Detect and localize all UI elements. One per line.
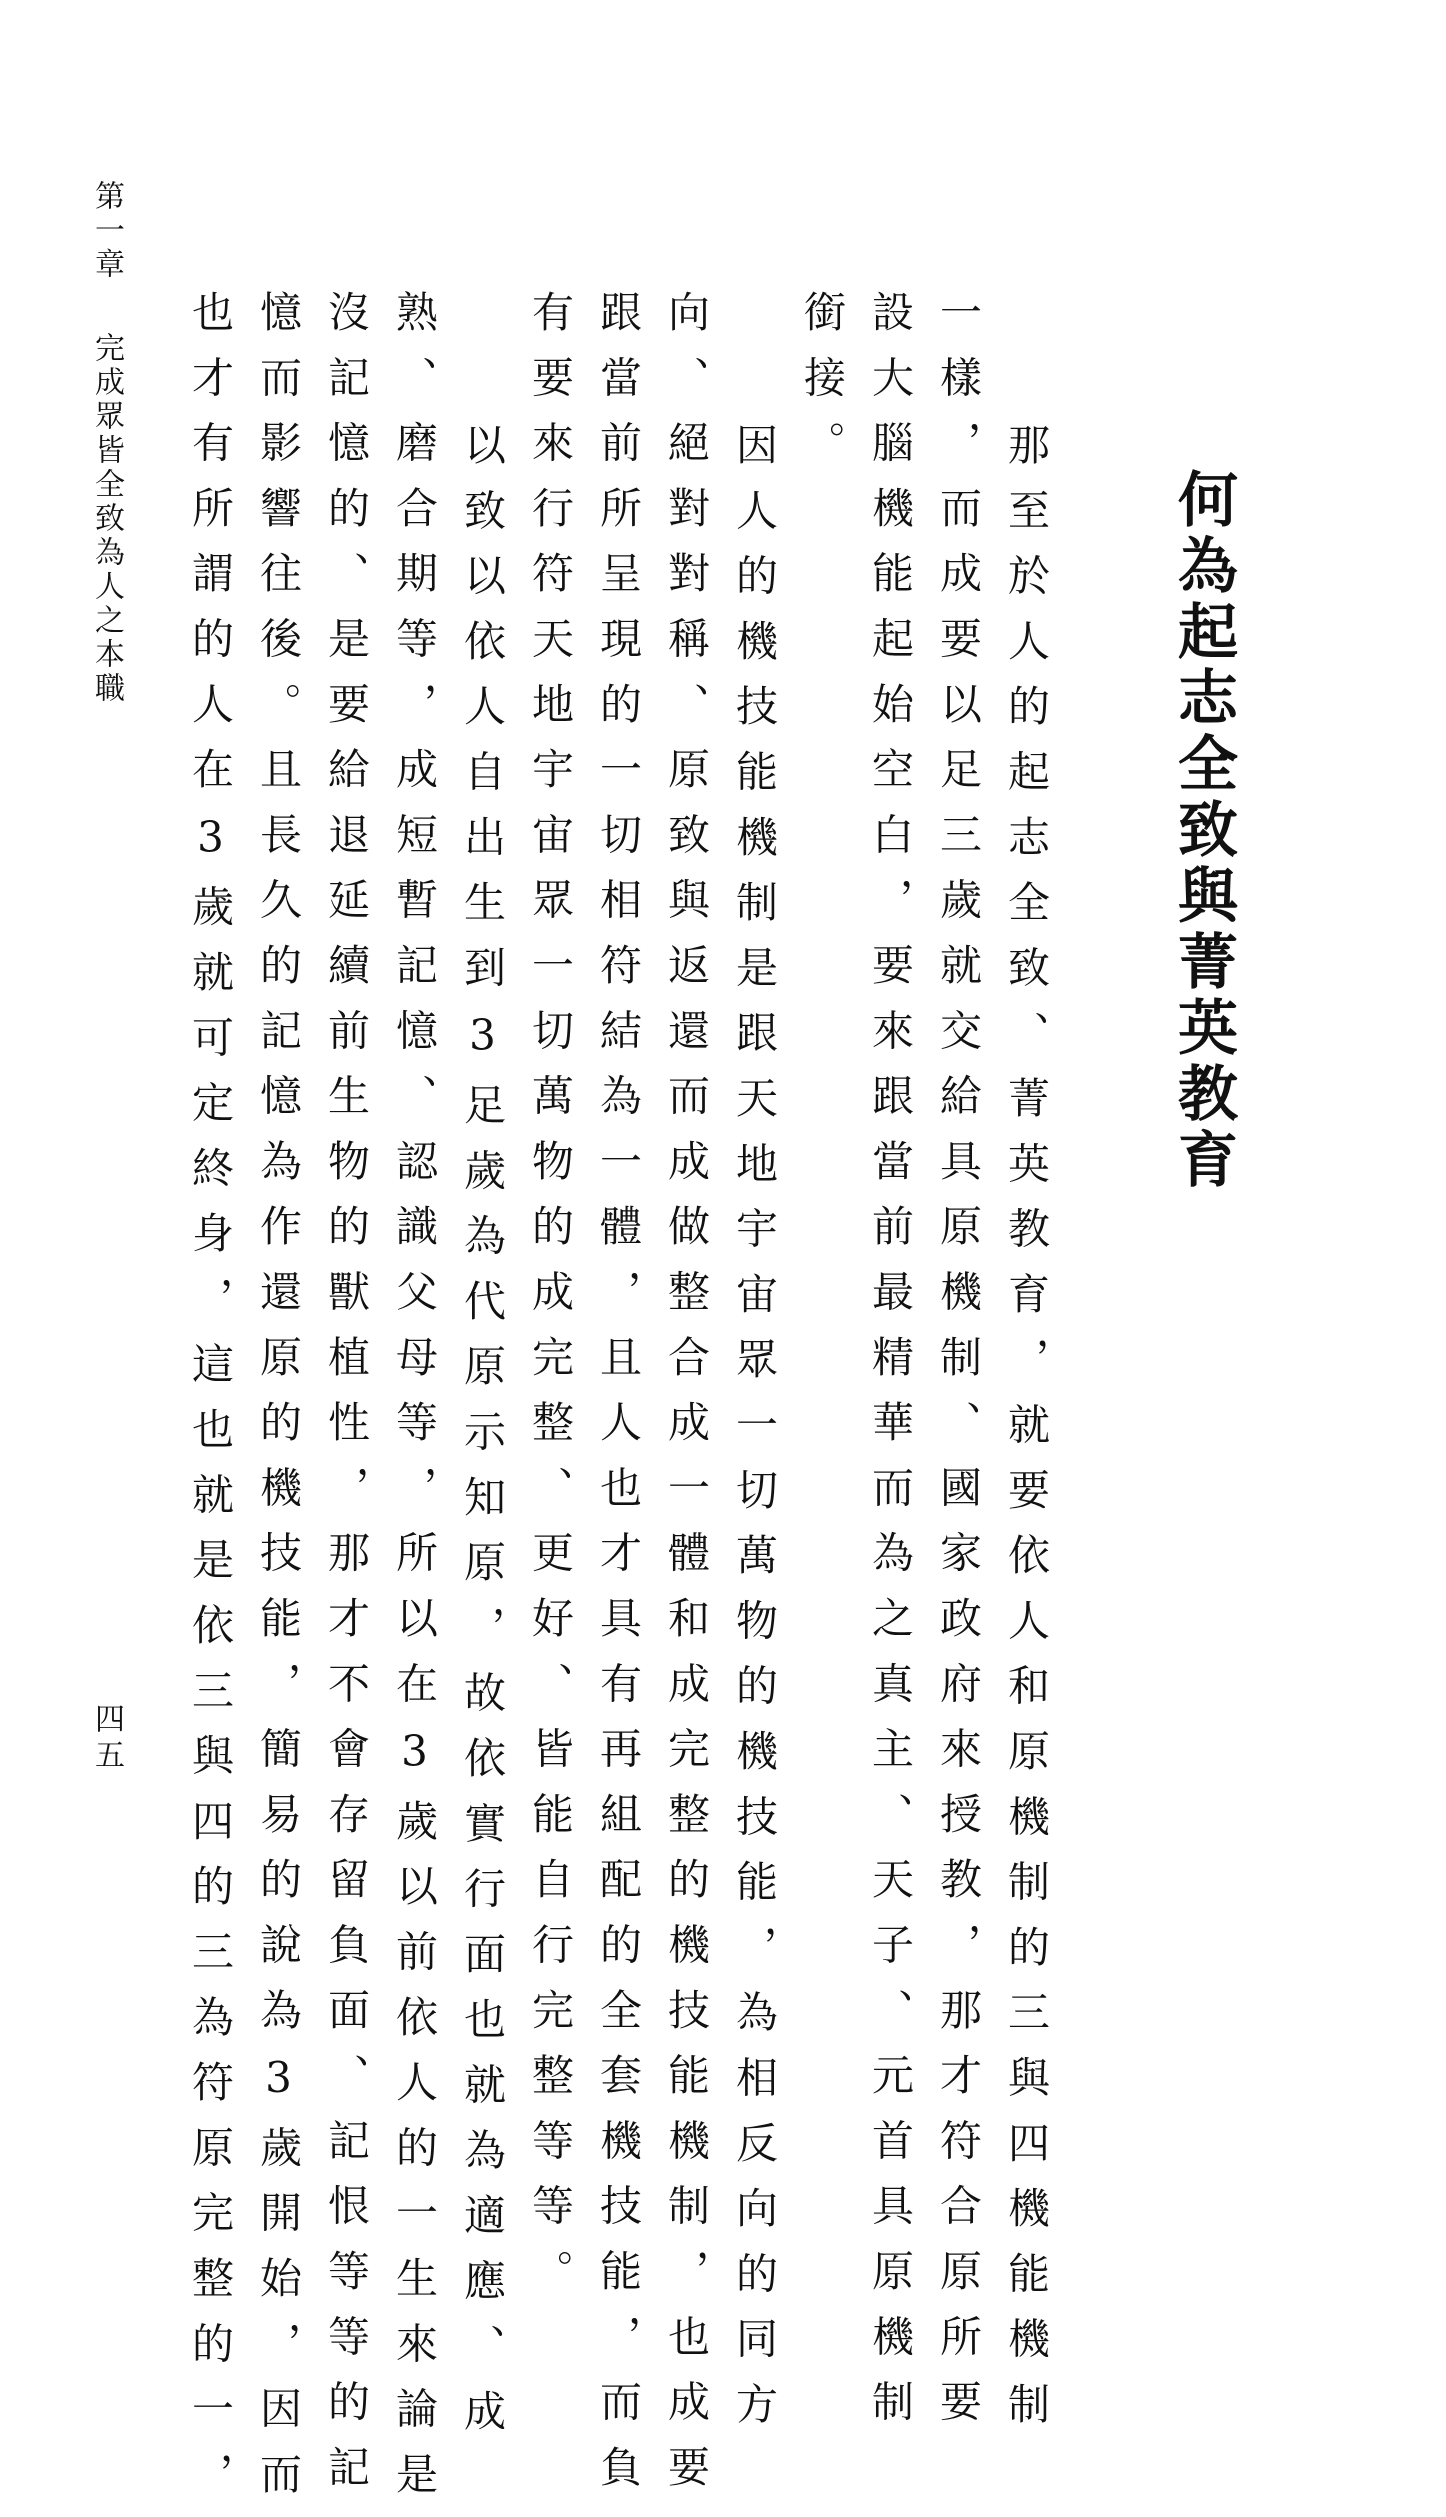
chapter-number: 第一章 [89, 180, 124, 282]
body-text [180, 290, 1060, 2517]
text-line: 也才有所謂的人在3歲就可定終身，這也就是依三與四的三為符原完整的一， [186, 290, 235, 2517]
text-line: 銜接。 [798, 290, 847, 486]
running-head [84, 180, 128, 706]
text-line: 向、絕對對稱、原致與返還而成做整合成一體和成完整的機技能機制，也成要 [662, 290, 711, 2511]
text-line: 憶而影響往後。且長久的記憶為作還原的機技能，簡易的說為3歲開始，因而 [254, 290, 303, 2517]
text-line: 一樣，而成要以足三歲就交給具原機制、國家政府來授教，那才符合原所要 [934, 290, 983, 2445]
text-line: 沒記憶的、是要給退延續前生物的獸植性，那才不會存留負面、記恨等等的記 [322, 290, 371, 2511]
text-line: 設大腦機能起始空白，要來跟當前最精華而為之真主、天子、元首具原機制 [866, 290, 915, 2445]
text-line: 有要來行符天地宇宙眾一切萬物的成完整、更好、皆能自行完整等等。 [526, 290, 575, 2315]
text-line: 那至於人的起志全致、菁英教育，就要依人和原機制的三與四機能機制 [1002, 423, 1051, 2448]
text-line: 以致以依人自出生到3足歲為代原示知原，故依實行面也就為適應、成 [458, 423, 507, 2455]
page-title: 何為起志全致與菁英教育 [1168, 468, 1238, 1194]
text-line: 跟當前所呈現的一切相符結為一體，且人也才具有再組配的全套機技能，而負 [594, 290, 643, 2511]
chapter-title: 完成眾皆全致為人之本職 [89, 332, 124, 706]
page-number: 四五 [89, 1703, 124, 1775]
text-line: 因人的機技能機制是跟天地宇宙眾一切萬物的機技能，為相反向的同方 [730, 423, 779, 2448]
text-line: 熟、磨合期等，成短暫記憶、認識父母等，所以在3歲以前依人的一生來論是 [390, 290, 439, 2517]
